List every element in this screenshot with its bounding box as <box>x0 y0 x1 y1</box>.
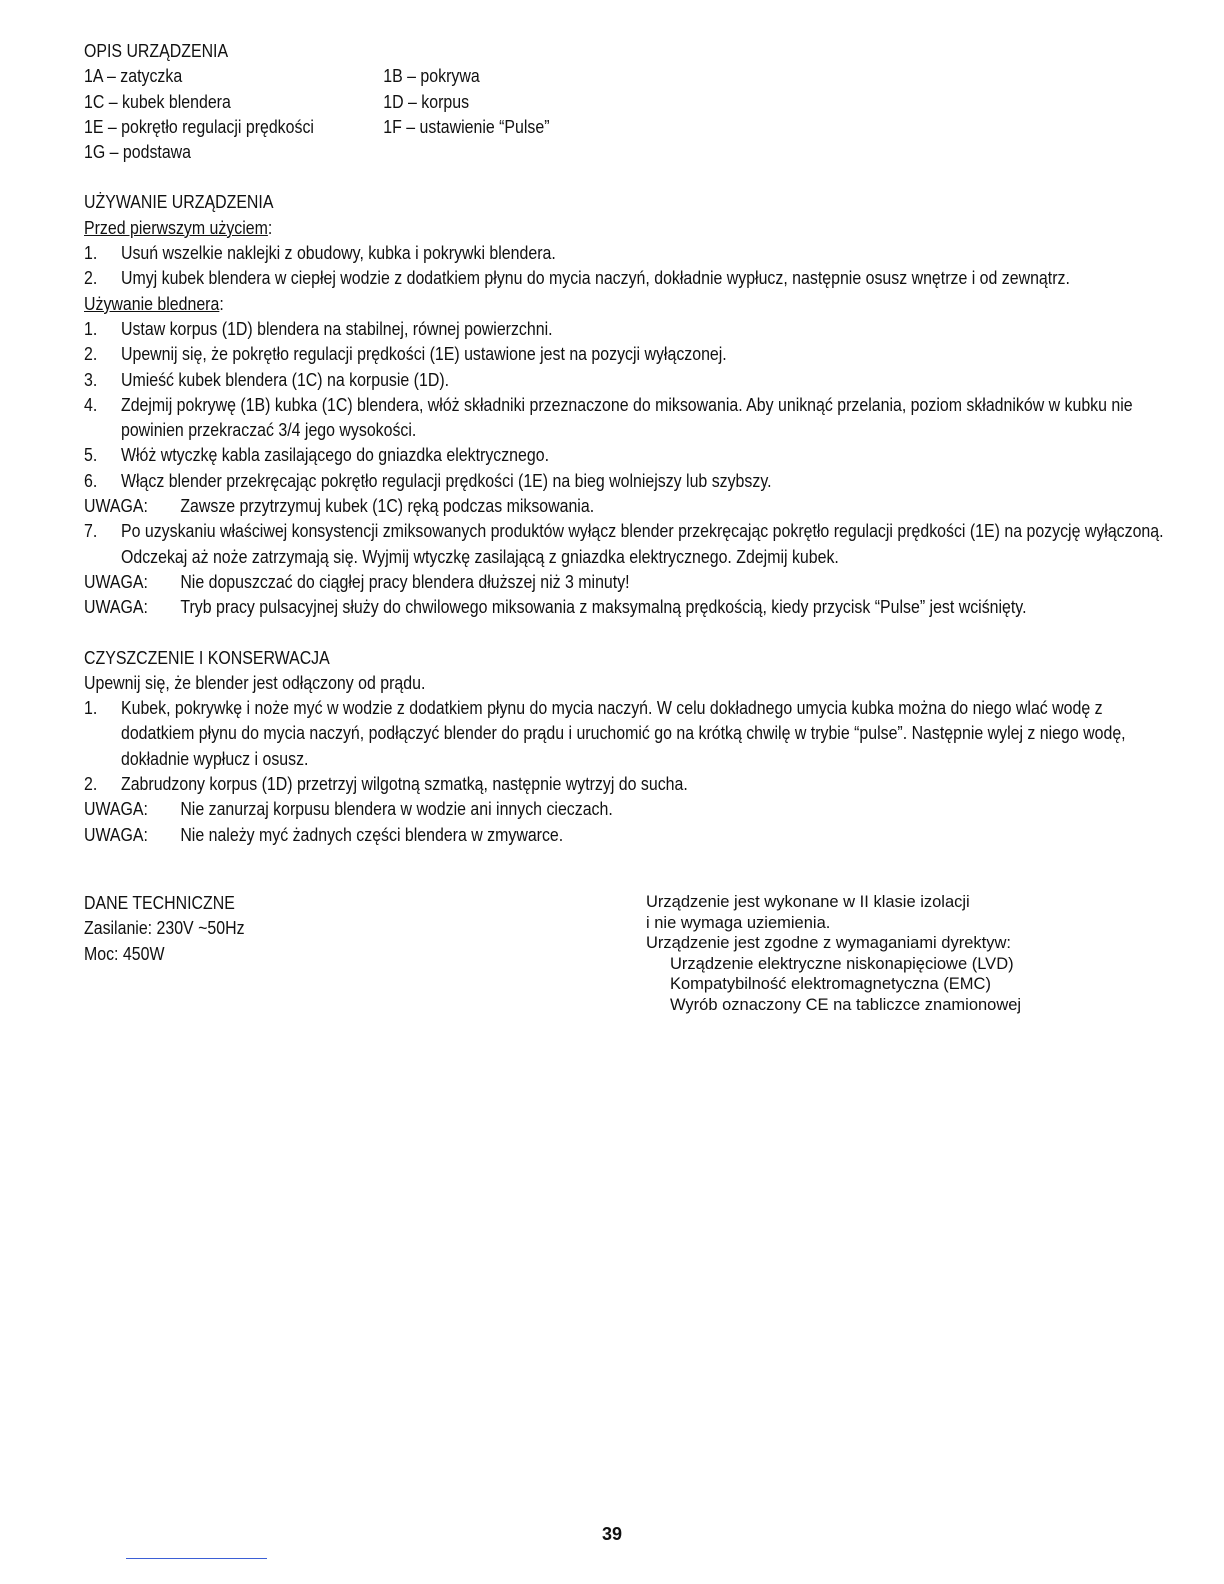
technical-data-section <box>84 890 245 966</box>
insulation-line: Urządzenie jest wykonane w II klasie izolacji <box>646 893 970 911</box>
device-description-section <box>84 38 1164 164</box>
part-1b: 1B – pokrywa <box>383 65 480 87</box>
cleaning-heading: CZYSZCZENIE I KONSERWACJA <box>84 646 330 668</box>
warning-note: UWAGA: Nie należy myć żadnych części blendera w zmywarce. <box>84 823 564 845</box>
technical-power: Moc: 450W <box>84 942 165 964</box>
before-first-use-subheading: Przed pierwszym użyciem: <box>84 216 273 238</box>
technical-supply: Zasilanie: 230V ~50Hz <box>84 917 245 939</box>
directive-lvd: Urządzenie elektryczne niskonapięciowe (LVD) <box>670 954 1014 973</box>
part-1a: 1A – zatyczka <box>84 65 183 87</box>
list-item: 1. Ustaw korpus (1D) blendera na stabilnej, równej powierzchni. <box>84 317 553 339</box>
part-1g: 1G – podstawa <box>84 141 192 163</box>
list-item: 5. Włóż wtyczkę kabla zasilającego do gniazdka elektrycznego. <box>84 444 550 466</box>
part-1f: 1F – ustawienie “Pulse” <box>383 115 550 137</box>
directive-emc: Kompatybilność elektromagnetyczna (EMC) <box>670 975 991 993</box>
main-text-column <box>84 38 1164 847</box>
list-item: 7. Po uzyskaniu właściwej konsystencji zmiksowanych produktów wyłącz blender przekręcając pokrętło regulacji prędkości (1E) na pozycję wyłączoną. Odczekaj aż noże zatrzymają się. Wyjmij wtyczkę zasilającą z gniazdka elektrycznego. Zdejmij kubek. <box>84 520 1164 567</box>
insulation-line: i nie wymaga uziemienia. <box>646 913 831 932</box>
part-1d: 1D – korpus <box>383 90 470 112</box>
warning-note: UWAGA: Nie dopuszczać do ciągłej pracy blendera dłuższej niż 3 minuty! <box>84 570 630 592</box>
cleaning-intro: Upewnij się, że blender jest odłączony od prądu. <box>84 671 426 693</box>
insulation-compliance-block <box>646 892 1021 1015</box>
part-1c: 1C – kubek blendera <box>84 90 231 112</box>
page-number: 39 <box>601 1524 623 1544</box>
device-description-heading: OPIS URZĄDZENIA <box>84 40 229 61</box>
part-1e: 1E – pokrętło regulacji prędkości <box>84 115 314 137</box>
list-item: 1. Usuń wszelkie naklejki z obudowy, kubka i pokrywki blendera. <box>84 242 556 264</box>
usage-section <box>84 189 1164 619</box>
cleaning-section <box>84 645 1164 847</box>
using-blender-subheading: Używanie blednera: <box>84 292 224 314</box>
list-item: 1. Kubek, pokrywkę i noże myć w wodzie z dodatkiem płynu do mycia naczyń. W celu dokładnego umycia kubka można do niego wlać wodę z dodatkiem płynu do mycia naczyń, podłączyć blender do prądu i uruchomić go na krótką chwilę w trybie “pulse”. Następnie wylej z niego wodę, dokładnie wypłucz i osusz. <box>84 697 1126 769</box>
list-item: 4. Zdejmij pokrywę (1B) kubka (1C) blendera, włóż składniki przeznaczone do miksowania. Aby uniknąć przelania, poziom składników w kubku nie powinien przekraczać 3/4 jego wysokości. <box>84 393 1133 441</box>
list-item: 2. Zabrudzony korpus (1D) przetrzyj wilgotną szmatką, następnie wytrzyj do sucha. <box>84 773 688 795</box>
technical-heading: DANE TECHNICZNE <box>84 892 235 913</box>
warning-note: UWAGA: Nie zanurzaj korpusu blendera w wodzie ani innych cieczach. <box>84 798 613 820</box>
footer-rule <box>126 1558 267 1559</box>
warning-note: UWAGA: Zawsze przytrzymuj kubek (1C) ręką podczas miksowania. <box>84 495 595 517</box>
warning-note: UWAGA: Tryb pracy pulsacyjnej służy do chwilowego miksowania z maksymalną prędkością, kiedy przycisk “Pulse” jest wciśnięty. <box>84 596 1027 618</box>
list-item: 2. Umyj kubek blendera w ciepłej wodzie z dodatkiem płynu do mycia naczyń, dokładnie wypłucz, następnie osusz wnętrze i od zewnątrz. <box>84 267 1070 289</box>
directives-intro: Urządzenie jest zgodne z wymaganiami dyrektyw: <box>646 934 1011 952</box>
usage-heading: UŻYWANIE URZĄDZENIA <box>84 191 274 213</box>
parts-list <box>84 63 1164 164</box>
directive-ce: Wyrób oznaczony CE na tabliczce znamionowej <box>670 995 1022 1014</box>
list-item: 2. Upewnij się, że pokrętło regulacji prędkości (1E) ustawione jest na pozycji wyłączonej. <box>84 343 727 365</box>
list-item: 3. Umieść kubek blendera (1C) na korpusie (1D). <box>84 368 450 390</box>
list-item: 6. Włącz blender przekręcając pokrętło regulacji prędkości (1E) na bieg wolniejszy lub szybszy. <box>84 469 772 491</box>
